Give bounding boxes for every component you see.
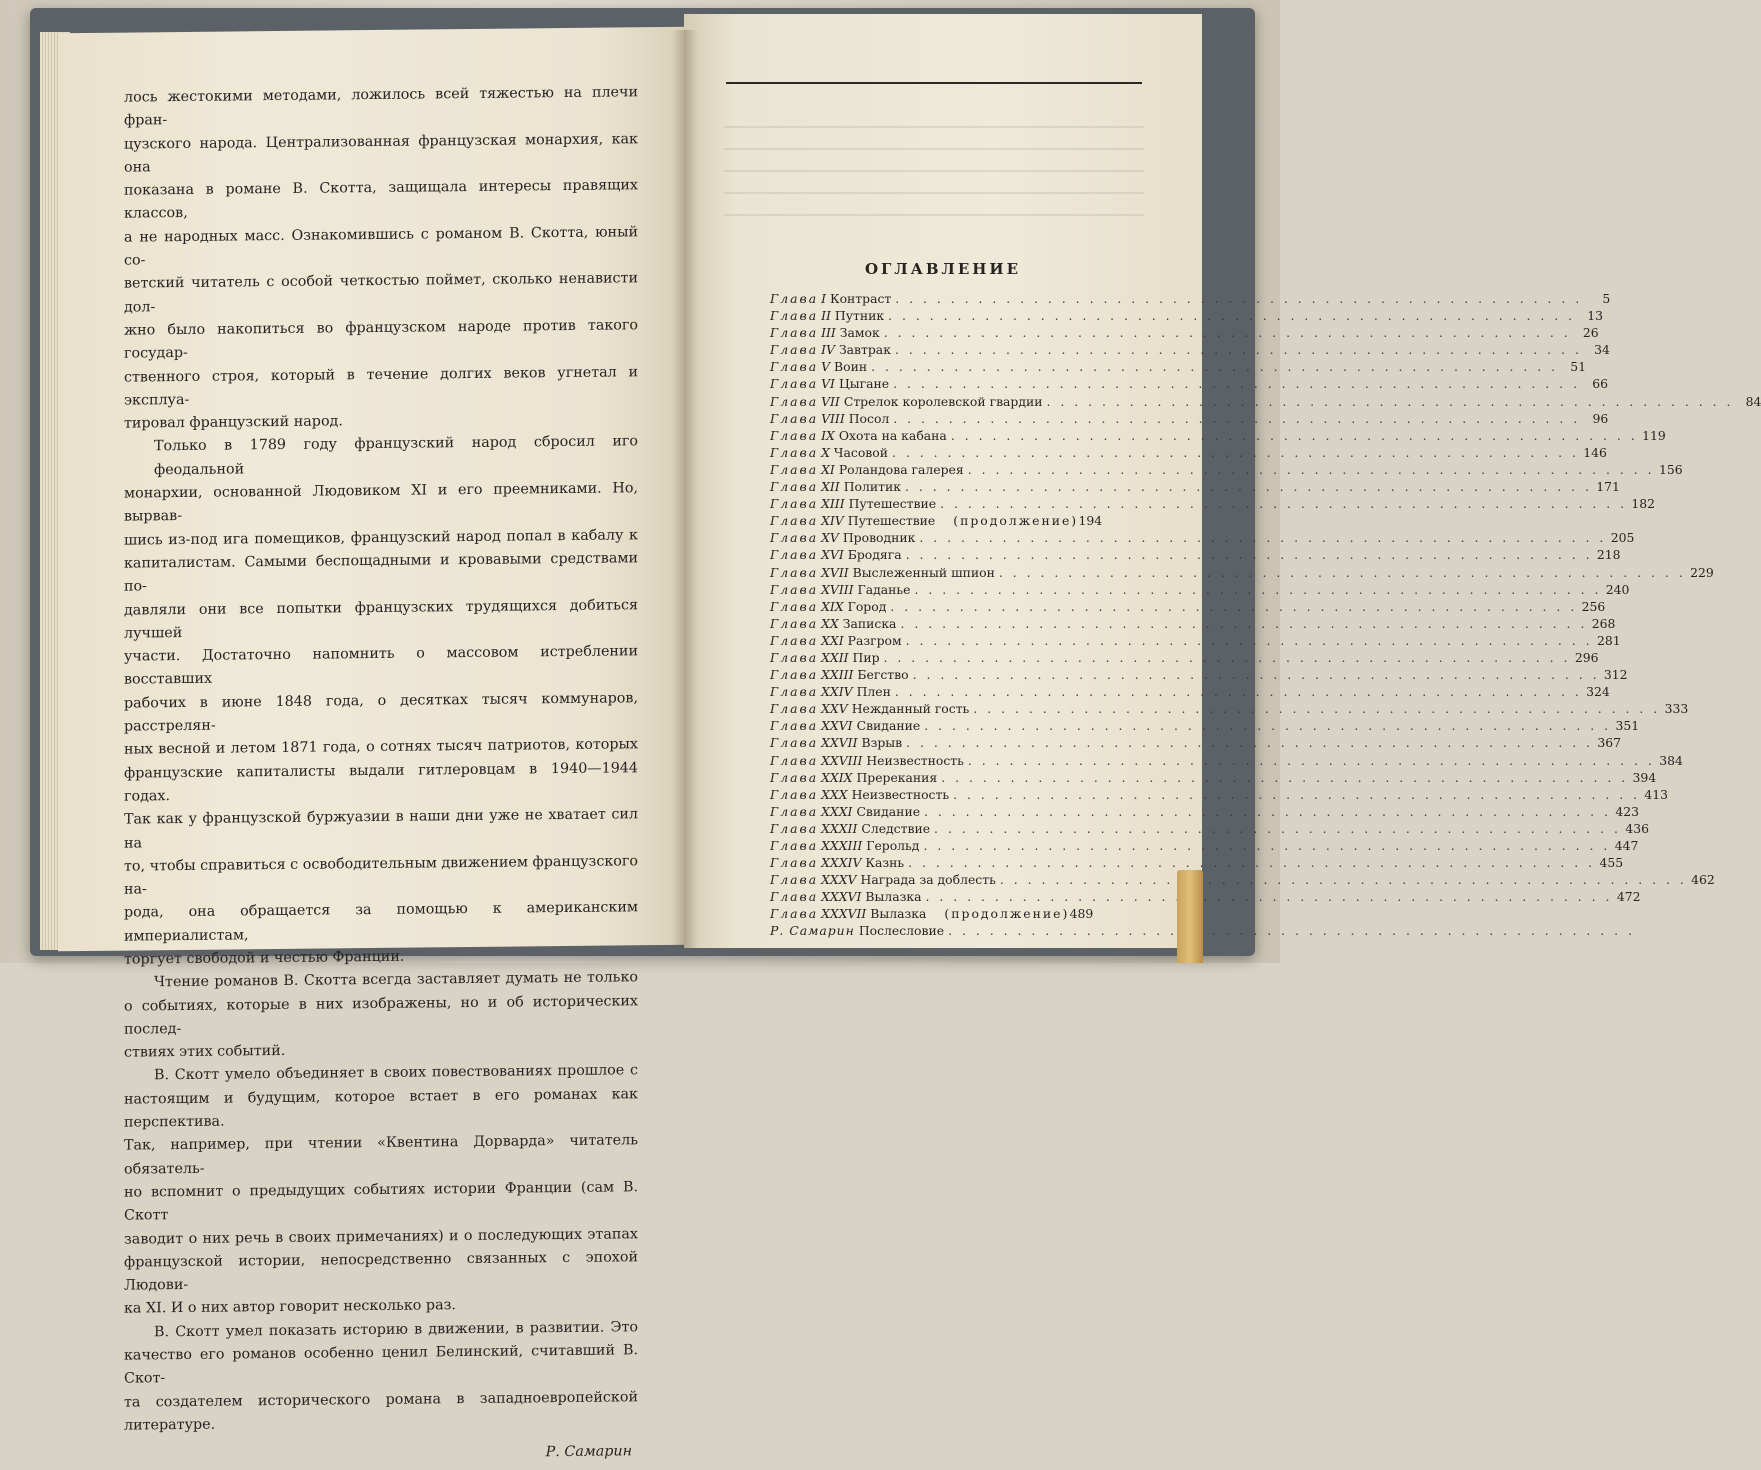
text-line: лось жестокими методами, ложилось всей тяжестью на плечи фран-: [124, 84, 638, 129]
toc-page-number: 472: [1616, 889, 1641, 905]
toc-glava-word: Глава: [770, 718, 819, 734]
text-line: ных весной и летом 1871 года, о сотнях тысяч патриотов, которых: [124, 736, 638, 758]
toc-entry: [770, 427, 1666, 445]
toc-chapter-title: Путник: [834, 308, 885, 324]
toc-chapter-number: XII: [821, 479, 840, 495]
toc-page-number: 413: [1644, 786, 1669, 802]
toc-leader-dots: [893, 376, 1580, 391]
toc-chapter-title: Взрыв: [861, 735, 903, 751]
toc-page-number: 436: [1625, 820, 1649, 836]
toc-page-number: 229: [1690, 564, 1714, 580]
toc-glava-word: Глава: [770, 325, 819, 341]
toc-chapter-title: Разгром: [847, 632, 902, 648]
toc-page-number: 13: [1587, 308, 1604, 324]
toc-glava-word: Глава: [770, 359, 819, 375]
toc-chapter-number: XIX: [821, 598, 844, 614]
text-line: В. Скотт умел показать историю в движении, в развитии. Это: [154, 1318, 638, 1341]
toc-glava-word: Глава: [770, 342, 819, 358]
toc-glava-word: Глава: [770, 291, 819, 306]
toc-chapter-title: Стрелок королевской гвардии: [843, 393, 1043, 409]
toc-page-number: 384: [1659, 752, 1683, 768]
toc-chapter-number: XXIV: [821, 684, 853, 700]
toc-chapter-title: Плен: [856, 684, 891, 700]
toc-chapter-number: XXXVI: [821, 889, 862, 905]
text-line: та создателем исторического романа в западноевропейской литературе.: [124, 1388, 638, 1434]
toc-chapter-title: Бегство: [857, 667, 909, 683]
toc-chapter-title: Свидание: [856, 718, 921, 734]
toc-entry: [770, 735, 1622, 752]
toc-leader-dots: [941, 770, 1628, 785]
toc-chapter-number: XXIII: [821, 667, 854, 683]
text-line: участи. Достаточно напомнить о массовом истреблении восставших: [124, 643, 638, 689]
toc-glava-word: Глава: [770, 564, 819, 580]
toc-glava-word: Глава: [770, 615, 819, 631]
toc-chapter-title: Выслеженный шпион: [852, 564, 995, 580]
toc-glava-word: Глава: [770, 667, 819, 683]
toc-glava-word: Глава: [770, 479, 819, 495]
toc-chapter-title: Пререкания: [856, 769, 938, 785]
text-line: шись из-под ига помещиков, французский народ попал в кабалу к: [124, 526, 638, 549]
toc-chapter-title: Проводник: [842, 530, 916, 546]
toc-leader-dots: [924, 804, 1611, 819]
toc-page-number: 194: [1078, 513, 1103, 529]
toc-title: ОГЛАВЛЕНИЕ: [864, 260, 1022, 278]
text-line: заводит о них речь в своих примечаниях) и о последующих этапах: [124, 1225, 638, 1248]
toc-page-number: 26: [1582, 325, 1599, 341]
toc-chapter-number: II: [821, 308, 831, 324]
toc-chapter-number: XXI: [821, 632, 844, 648]
toc-page-number: 66: [1592, 376, 1609, 392]
toc-chapter-title: Нежданный гость: [851, 701, 970, 717]
toc-glava-word: Глава: [770, 769, 819, 785]
toc-continuation: (продолжение): [944, 906, 1070, 922]
toc-chapter-title: Неизвестность: [866, 752, 964, 768]
toc-chapter-title: Цыгане: [838, 376, 890, 392]
toc-entry: [770, 461, 1683, 479]
toc-glava-word: Глава: [770, 735, 819, 751]
toc-leader-dots: [968, 462, 1655, 477]
toc-glava-word: Глава: [770, 803, 819, 819]
toc-entry: [770, 838, 1639, 855]
toc-leader-dots: [973, 701, 1660, 716]
toc-page-number: 324: [1586, 684, 1610, 700]
toc-page-number: 394: [1632, 769, 1657, 785]
toc-page-number: 34: [1594, 342, 1610, 358]
toc-chapter-title: Воин: [834, 359, 868, 375]
text-line: капиталистам. Самыми беспощадными и кровавыми средствами по-: [124, 550, 638, 595]
toc-afterword-author: Р. Самарин: [770, 923, 855, 939]
table-of-contents: [770, 291, 1761, 941]
toc-entry: [770, 564, 1714, 582]
book-gutter: [672, 30, 698, 948]
text-line: но вспомнит о предыдущих событиях истории Франции (сам В. Скотт: [124, 1179, 638, 1224]
toc-chapter-number: III: [821, 325, 836, 341]
toc-chapter-title: Часовой: [833, 444, 888, 460]
text-line: жно было накопиться во французском народе против такого государ-: [124, 317, 638, 362]
toc-leader-dots: [884, 325, 1571, 340]
toc-chapter-title: Путешествие: [847, 513, 936, 529]
toc-page-number: 84: [1745, 393, 1761, 409]
left-page: [58, 27, 690, 1461]
toc-chapter-number: V: [821, 359, 831, 375]
toc-chapter-number: XXXIII: [821, 838, 863, 853]
toc-glava-word: Глава: [770, 598, 819, 614]
toc-entry: [770, 444, 1607, 462]
toc-glava-word: Глава: [770, 444, 819, 460]
toc-glava-word: Глава: [770, 701, 819, 717]
toc-glava-word: Глава: [770, 855, 819, 871]
toc-page-number: 156: [1658, 461, 1683, 477]
toc-chapter-title: Контраст: [830, 291, 892, 306]
toc-glava-word: Глава: [770, 820, 819, 836]
toc-leader-dots: [895, 342, 1582, 357]
toc-chapter-number: XXII: [821, 649, 849, 665]
toc-page-number: 281: [1596, 632, 1621, 648]
toc-glava-word: Глава: [770, 393, 819, 409]
text-line: а не народных масс. Ознакомившись с романом В. Скотта, юный со-: [124, 224, 638, 269]
toc-leader-dots: [906, 735, 1593, 750]
toc-chapter-number: XXV: [821, 701, 848, 717]
toc-glava-word: Глава: [770, 649, 819, 665]
toc-chapter-number: XIII: [821, 496, 845, 512]
toc-glava-word: Глава: [770, 786, 819, 802]
text-line: Чтение романов В. Скотта всегда заставляет думать не только: [154, 969, 638, 991]
toc-chapter-number: XXXVII: [821, 906, 867, 922]
toc-entry: [770, 769, 1657, 787]
toc-glava-word: Глава: [770, 308, 819, 324]
toc-entry: [770, 786, 1669, 804]
toc-glava-word: Глава: [770, 752, 819, 768]
toc-glava-word: Глава: [770, 547, 819, 563]
show-through-text: [724, 126, 1144, 236]
toc-page-number: 312: [1603, 667, 1628, 683]
toc-entry: [770, 393, 1761, 411]
toc-page-number: 256: [1581, 598, 1606, 614]
toc-glava-word: Глава: [770, 461, 819, 477]
toc-chapter-number: XXVII: [821, 735, 858, 751]
toc-leader-dots: [915, 582, 1602, 597]
toc-entry: [770, 855, 1624, 872]
toc-entry: [770, 598, 1606, 616]
toc-chapter-number: XXXV: [821, 872, 857, 888]
toc-entry: [770, 632, 1621, 650]
toc-glava-word: Глава: [770, 684, 819, 700]
toc-glava-word: Глава: [770, 872, 819, 888]
toc-page-number: 182: [1631, 496, 1656, 512]
toc-entry: [770, 325, 1599, 342]
toc-glava-word: Глава: [770, 496, 819, 512]
toc-leader-dots: [895, 291, 1582, 306]
text-line: показана в романе В. Скотта, защищала интересы правящих классов,: [124, 177, 638, 223]
toc-chapter-title: Вылазка: [870, 906, 927, 922]
toc-page-number: 240: [1605, 581, 1630, 597]
toc-leader-dots: [871, 359, 1558, 374]
toc-chapter-number: XXX: [821, 786, 848, 802]
toc-page-number: 333: [1664, 701, 1689, 717]
toc-entry: [770, 701, 1689, 718]
toc-leader-dots: [934, 821, 1621, 836]
toc-chapter-number: XXXIV: [821, 855, 862, 871]
toc-chapter-title: Бродяга: [847, 547, 902, 563]
toc-entry: [770, 667, 1628, 684]
toc-glava-word: Глава: [770, 906, 819, 922]
toc-chapter-title: Гаданье: [857, 581, 911, 597]
toc-entry: [770, 872, 1715, 889]
toc-glava-word: Глава: [770, 838, 819, 853]
toc-entry: [770, 479, 1620, 496]
toc-entry: [770, 803, 1639, 821]
text-line: настоящим и будущим, которое встает в его романах как перспектива.: [124, 1086, 638, 1131]
toc-entry: [770, 649, 1599, 667]
text-line: рабочих в июне 1848 года, о десятках тысяч коммунаров, расстрелян-: [124, 689, 638, 735]
toc-entry: [770, 376, 1609, 393]
toc-chapter-title: Следствие: [861, 820, 931, 836]
toc-entry: [770, 496, 1656, 513]
toc-page-number: 205: [1610, 530, 1635, 546]
toc-leader-dots: [906, 547, 1593, 562]
toc-chapter-title: Путешествие: [848, 496, 937, 512]
text-line: цузского народа. Централизованная французская монархия, как она: [124, 130, 638, 176]
toc-glava-word: Глава: [770, 410, 819, 426]
toc-chapter-number: XVI: [821, 547, 844, 563]
toc-entry-afterword: [770, 923, 1088, 940]
toc-entry: [770, 906, 1094, 923]
toc-chapter-number: IV: [821, 342, 835, 358]
toc-leader-dots: [884, 650, 1571, 665]
toc-leader-dots: [905, 479, 1592, 494]
text-line: Так как у французской буржуазии в наши дни уже не хватает сил на: [124, 806, 638, 852]
toc-leader-dots: [999, 565, 1686, 580]
toc-chapter-title: Награда за доблесть: [860, 872, 996, 888]
toc-leader-dots: [948, 923, 1635, 938]
toc-chapter-title: Охота на кабана: [838, 427, 947, 443]
toc-glava-word: Глава: [770, 632, 819, 648]
toc-chapter-title: Вылазка: [865, 889, 922, 905]
toc-chapter-title: Город: [847, 598, 887, 614]
toc-leader-dots: [940, 496, 1627, 511]
text-line: В. Скотт умело объединяет в своих повествованиях прошлое с: [154, 1062, 638, 1084]
toc-chapter-number: XVIII: [821, 581, 854, 597]
toc-chapter-title: Записка: [842, 615, 897, 631]
text-line: ствиях этих событий.: [124, 1043, 286, 1061]
toc-page-number: 96: [1592, 410, 1609, 426]
toc-leader-dots: [1047, 394, 1734, 409]
toc-entry: [770, 547, 1621, 564]
text-line: монархии, основанной Людовиком XI и его преемниками. Но, вырвав-: [124, 480, 638, 525]
toc-entry: [770, 410, 1609, 428]
text-line: рода, она обращается за помощью к американским империалистам,: [124, 899, 638, 945]
toc-leader-dots: [893, 411, 1580, 426]
text-line: то, чтобы справиться с освободительным движением французского на-: [124, 853, 638, 898]
toc-leader-dots: [968, 753, 1655, 768]
toc-page-number: 146: [1583, 444, 1607, 460]
toc-entry: [770, 889, 1641, 906]
text-line: качество его романов особенно ценил Белинский, считавший В. Скот-: [124, 1342, 638, 1387]
toc-entry: [770, 342, 1610, 359]
toc-page-number: 423: [1615, 803, 1639, 819]
toc-glava-word: Глава: [770, 530, 819, 546]
toc-glava-word: Глава: [770, 376, 819, 392]
signature: Р. Самарин: [545, 1443, 632, 1461]
toc-entry: [770, 718, 1640, 735]
toc-leader-dots: [895, 684, 1582, 699]
toc-page-number: 171: [1596, 479, 1620, 495]
text-line: Только в 1789 году французский народ сбросил иго феодальной: [154, 433, 638, 479]
toc-page-number: 51: [1570, 359, 1587, 375]
right-page: [684, 14, 1761, 948]
toc-page-number: 268: [1591, 615, 1616, 631]
toc-chapter-number: XVII: [821, 564, 849, 580]
toc-page-number: 455: [1599, 855, 1624, 871]
toc-leader-dots: [951, 428, 1638, 443]
toc-leader-dots: [913, 667, 1600, 682]
toc-chapter-number: XXXI: [821, 803, 853, 819]
toc-glava-word: Глава: [770, 513, 819, 529]
toc-leader-dots: [924, 718, 1611, 733]
toc-chapter-title: Неизвестность: [851, 786, 950, 802]
text-line: давляли они все попытки французских трудящихся добиться лучшей: [124, 596, 638, 642]
toc-entry: [770, 752, 1683, 770]
toc-chapter-title: Замок: [839, 325, 880, 341]
top-rule: [726, 82, 1142, 84]
text-line: Так, например, при чтении «Квентина Дорварда» читатель обязатель-: [124, 1132, 638, 1178]
toc-chapter-number: XV: [821, 530, 839, 546]
toc-chapter-number: I: [821, 291, 826, 306]
toc-leader-dots: [888, 308, 1575, 323]
toc-afterword-title: Послесловие: [858, 923, 945, 939]
toc-page-number: 489: [1069, 906, 1094, 922]
toc-leader-dots: [892, 445, 1579, 460]
toc-leader-dots: [926, 889, 1613, 904]
toc-entry: [770, 684, 1610, 701]
toc-chapter-number: VIII: [821, 410, 845, 426]
toc-entry: [770, 581, 1630, 599]
toc-chapter-number: XI: [821, 461, 835, 477]
toc-chapter-number: X: [821, 444, 830, 460]
toc-leader-dots: [923, 838, 1610, 853]
toc-leader-dots: [906, 633, 1593, 648]
toc-continuation: (продолжение): [953, 513, 1079, 529]
toc-chapter-title: Политик: [843, 479, 901, 495]
toc-glava-word: Глава: [770, 889, 819, 905]
toc-chapter-title: Свидание: [856, 803, 921, 819]
toc-entry: [770, 530, 1635, 547]
toc-page-number: 5: [1602, 291, 1611, 306]
toc-glava-word: Глава: [770, 427, 819, 443]
toc-entry: [770, 615, 1616, 633]
toc-page-number: 351: [1615, 718, 1640, 734]
toc-chapter-title: Роландова галерея: [838, 461, 964, 477]
toc-chapter-number: XXXII: [821, 820, 858, 836]
toc-entry: [770, 308, 1604, 325]
text-line: о событиях, которые в них изображены, но и об исторических послед-: [124, 992, 638, 1038]
text-line: торгует свободой и честью Франции.: [124, 948, 405, 968]
toc-chapter-title: Казнь: [865, 855, 905, 871]
toc-leader-dots: [900, 616, 1587, 631]
toc-leader-dots: [908, 855, 1595, 870]
afterword-text: [124, 81, 638, 1469]
toc-entry: [770, 291, 1611, 308]
toc-entry: [770, 359, 1587, 376]
toc-leader-dots: [1000, 872, 1687, 887]
toc-page-number: 119: [1642, 427, 1666, 443]
toc-glava-word: Глава: [770, 581, 819, 597]
text-line: тировал французский народ.: [124, 413, 343, 432]
toc-chapter-title: Завтрак: [838, 342, 891, 358]
toc-chapter-number: VII: [821, 393, 840, 409]
toc-entry: [770, 513, 1103, 530]
toc-leader-dots: [919, 530, 1606, 545]
toc-chapter-number: XXVIII: [821, 752, 863, 768]
toc-chapter-number: IX: [821, 427, 835, 443]
text-line: ветский читатель с особой четкостью поймет, сколько ненависти дол-: [124, 270, 638, 316]
text-line: французской истории, непосредственно связанных с эпохой Людови-: [124, 1249, 638, 1294]
toc-page-number: 296: [1574, 649, 1599, 665]
toc-chapter-title: Герольд: [866, 838, 920, 853]
bookmark: [1177, 870, 1203, 963]
toc-chapter-title: Пир: [852, 649, 880, 665]
toc-chapter-number: XXIX: [821, 769, 853, 785]
toc-leader-dots: [890, 599, 1577, 614]
toc-chapter-number: XIV: [821, 513, 844, 529]
text-line: ка XI. И о них автор говорит несколько раз.: [124, 1297, 456, 1318]
text-line: ственного строя, который в течение долгих веков угнетал и эксплуа-: [124, 363, 638, 409]
toc-chapter-title: Посол: [848, 410, 890, 426]
toc-chapter-number: XX: [821, 615, 839, 631]
toc-leader-dots: [953, 787, 1640, 802]
toc-chapter-number: VI: [821, 376, 835, 392]
toc-page-number: 462: [1691, 872, 1715, 888]
toc-page-number: 447: [1614, 838, 1639, 853]
toc-entry: [770, 820, 1649, 838]
toc-chapter-number: XXVI: [821, 718, 853, 734]
toc-page-number: 218: [1596, 547, 1621, 563]
text-line: французские капиталисты выдали гитлеровцам в 1940—1944 годах.: [124, 759, 638, 805]
toc-page-number: 367: [1597, 735, 1622, 751]
